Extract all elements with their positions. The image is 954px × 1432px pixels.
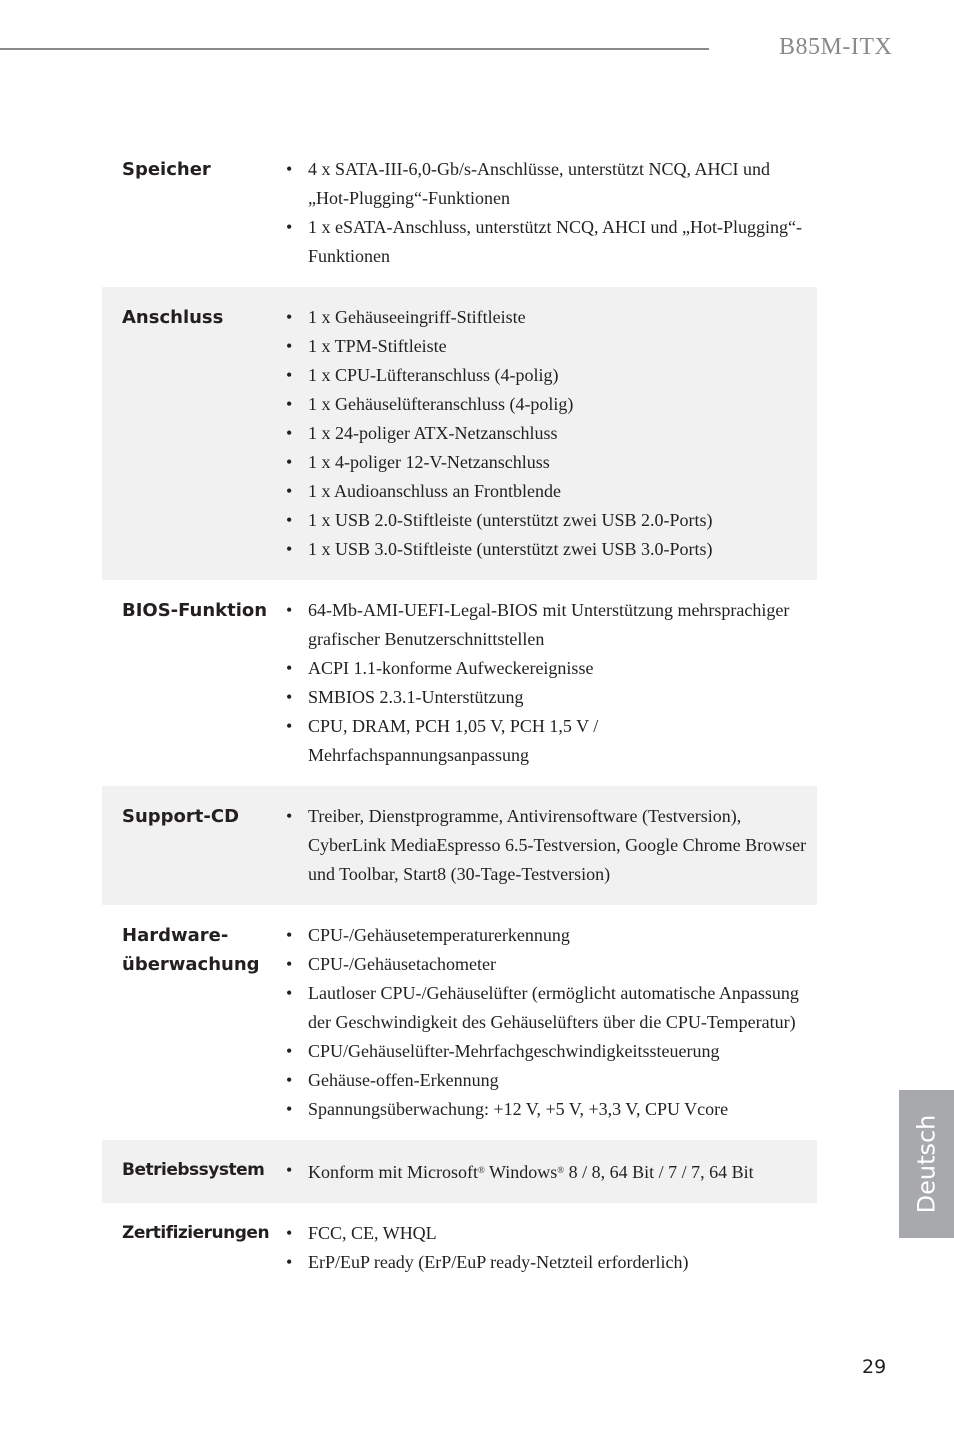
list-item: • ErP/EuP ready (ErP/EuP ready-Netzteil erforderlich) <box>268 1248 813 1277</box>
list-item: • 1 x CPU-Lüfteranschluss (4-polig) <box>268 361 813 390</box>
os-middle: Windows <box>484 1162 558 1182</box>
row-label: Speicher <box>122 159 211 180</box>
list-item <box>268 1156 813 1187</box>
spec-row-zertifizierungen <box>102 1203 817 1293</box>
bullet-list <box>268 921 813 1124</box>
language-tab <box>899 1090 954 1238</box>
list-item: • Lautloser CPU-/Gehäuselüfter (ermöglicht automatische Anpassung der Geschwindigkeit des Gehäuselüfters über die CPU-Temperatur) <box>268 979 813 1037</box>
list-item: • Treiber, Dienstprogramme, Antivirensoftware (Testversion), CyberLink MediaEspresso 6.5-Testversion, Google Chrome Browser und Toolbar, Start8 (30-Tage-Testversion) <box>268 802 813 889</box>
list-item: • ACPI 1.1-konforme Aufweckereignisse <box>268 654 813 683</box>
spec-table <box>102 139 817 1293</box>
row-label: Hardware- überwachung <box>122 925 260 975</box>
spec-row-speicher <box>102 139 817 287</box>
list-item: • 1 x Audioanschluss an Frontblende <box>268 477 813 506</box>
list-item: • 1 x Gehäuselüfteranschluss (4-polig) <box>268 390 813 419</box>
list-item: • 1 x 24-poliger ATX-Netzanschluss <box>268 419 813 448</box>
list-item: • 1 x USB 3.0-Stiftleiste (unterstützt zwei USB 3.0-Ports) <box>268 535 813 564</box>
bullet-list <box>268 303 813 564</box>
list-item: • 1 x TPM-Stiftleiste <box>268 332 813 361</box>
registered-mark: ® <box>477 1165 485 1175</box>
list-item: • FCC, CE, WHQL <box>268 1219 813 1248</box>
page-number: 29 <box>862 1356 887 1378</box>
row-label: BIOS-Funktion <box>122 600 268 621</box>
spec-row-bios-funktion <box>102 580 817 786</box>
model-name: B85M-ITX <box>779 34 893 60</box>
list-item: • 1 x USB 2.0-Stiftleiste (unterstützt zwei USB 2.0-Ports) <box>268 506 813 535</box>
spec-row-anschluss <box>102 287 817 580</box>
row-label: Betriebssystem <box>122 1160 265 1180</box>
row-label: Support-CD <box>122 806 240 827</box>
list-item: • 1 x Gehäuseeingriff-Stiftleiste <box>268 303 813 332</box>
list-item: • CPU/Gehäuselüfter-Mehrfachgeschwindigkeitssteuerung <box>268 1037 813 1066</box>
list-item: • CPU, DRAM, PCH 1,05 V, PCH 1,5 V / Mehrfachspannungsanpassung <box>268 712 813 770</box>
os-suffix: 8 / 8, 64 Bit / 7 / 7, 64 Bit <box>564 1162 754 1182</box>
row-label: Anschluss <box>122 307 224 328</box>
bullet-list <box>268 1219 813 1277</box>
list-item: • 64-Mb-AMI-UEFI-Legal-BIOS mit Unterstützung mehrsprachiger grafischer Benutzerschnittstellen <box>268 596 813 654</box>
row-label: Zertifizierungen <box>122 1223 270 1243</box>
list-item: • CPU-/Gehäusetemperaturerkennung <box>268 921 813 950</box>
spec-row-betriebssystem <box>102 1140 817 1203</box>
header-rule <box>0 48 709 50</box>
bullet-list <box>268 596 813 770</box>
spec-row-hardware-ueberwachung <box>102 905 817 1140</box>
bullet-list <box>268 155 813 271</box>
os-prefix: Konform mit Microsoft <box>308 1162 478 1182</box>
spec-row-support-cd <box>102 786 817 905</box>
list-item: • Spannungsüberwachung: +12 V, +5 V, +3,3 V, CPU Vcore <box>268 1095 813 1124</box>
list-item: • 1 x 4-poliger 12-V-Netzanschluss <box>268 448 813 477</box>
list-item: • 1 x eSATA-Anschluss, unterstützt NCQ, AHCI und „Hot-Plugging“-Funktionen <box>268 213 813 271</box>
registered-mark: ® <box>557 1165 565 1175</box>
language-tab-label: Deutsch <box>912 1114 941 1214</box>
list-item: • SMBIOS 2.3.1-Unterstützung <box>268 683 813 712</box>
list-item: • Gehäuse-offen-Erkennung <box>268 1066 813 1095</box>
bullet-list <box>268 1156 813 1187</box>
list-item: • CPU-/Gehäusetachometer <box>268 950 813 979</box>
list-item: • 4 x SATA-III-6,0-Gb/s-Anschlüsse, unterstützt NCQ, AHCI und „Hot-Plugging“-Funktionen <box>268 155 813 213</box>
bullet-list <box>268 802 813 889</box>
